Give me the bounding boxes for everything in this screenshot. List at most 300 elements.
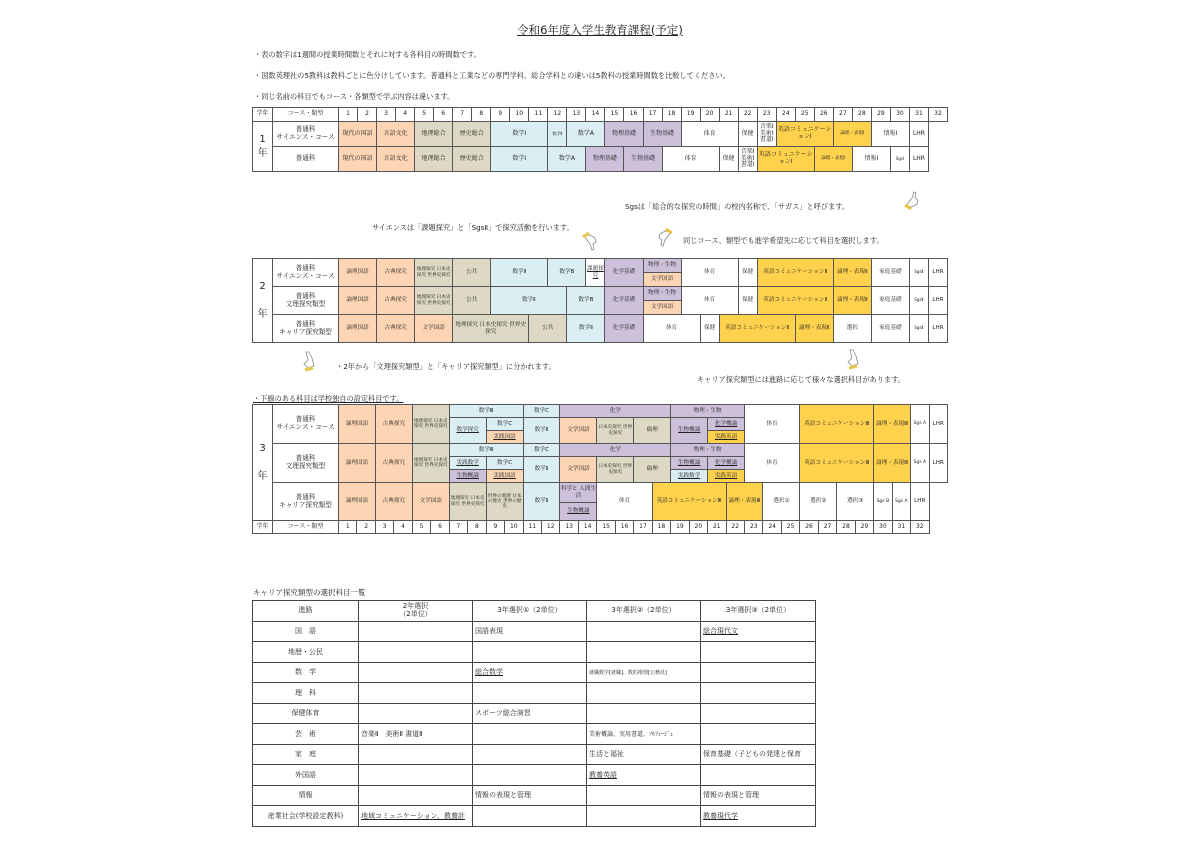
year3-science-row [253,405,948,418]
subject-cell: 論理国語 [339,483,376,521]
elective-cell: 美術概論、実用書道、ｿﾙﾌｪｰｼﾞｭ [587,724,701,745]
subject-cell: 地理探究 日本史探究 世界史探究 [412,405,449,444]
elective-title: キャリア探究類型の選択科目一覧 [253,588,366,597]
subject-cell: LHR [929,444,948,483]
period-number: 7 [453,108,472,122]
period-number: 18 [652,521,670,534]
subject-cell: 選択③ [837,483,874,521]
pointing-hand-icon [298,350,320,372]
period-number: 30 [874,521,892,534]
subject-cell: 選択 [833,315,871,343]
pointing-hand-icon [900,188,922,210]
subject-cell: 音楽Ⅰ 美術Ⅰ 書道Ⅰ [757,122,776,147]
subject-cell: 生物概論 [560,503,597,521]
elective-cell [473,744,587,765]
subject-cell: 文学国語 [412,483,449,521]
subject-cell: 生物基礎 [624,147,662,172]
subject-cell: 古典探究 [377,315,415,343]
elective-cell: 教養現代学 [701,806,816,827]
period-number: 11 [523,521,541,534]
subject-cell: 体育 [744,405,799,444]
year3-bunri-row [253,444,948,457]
subject-cell: 化学基礎 [605,259,643,287]
period-number: 29 [855,521,873,534]
period-number: 24 [776,108,795,122]
subject-cell: 化学 [560,405,671,418]
note-content: ・同じ名前の科目でもコース・各類型で学ぶ内容は違います。 [254,92,455,101]
table-row [253,621,816,642]
elective-header-row [253,601,816,622]
period-number: 4 [394,521,412,534]
subject-cell: 地理探究 日本史探究 世界史探究 [415,287,453,315]
elective-cell: 教養英語 [587,765,701,786]
subject-cell: 選択① [763,483,800,521]
table-row [253,724,816,745]
note-underline: ・下線のある科目は学校独自の設定科目です。 [253,394,404,403]
elective-cell [701,703,816,724]
elective-cell [701,765,816,786]
course-name: 普通科 キャリア探究類型 [273,483,339,521]
subject-cell: 数学A [548,147,586,172]
subject-cell: 生物基礎 [643,122,681,147]
period-number: 11 [529,108,548,122]
period-number: 9 [486,521,504,534]
subject-cell: 地理探究 日本史探究 世界史探究 [453,315,529,343]
table-row [253,662,816,683]
year1-table [252,107,948,172]
period-number: 7 [449,521,467,534]
subject-cell: 論理国語 [339,259,377,287]
table-row [253,703,816,724]
path-cell: 家 庭 [253,744,359,765]
elective-cell [473,765,587,786]
subject-cell: 実践国語 [486,470,523,483]
year2-science-row [253,259,948,273]
elective-cell [473,724,587,745]
period-number: 15 [605,108,624,122]
subject-cell: 物理・生物 [643,259,681,273]
page-title: 令和6年度入学生教育課程(予定) [517,23,683,37]
period-number: 17 [634,521,652,534]
subject-cell: 論理・表現Ⅱ [833,287,871,315]
period-number: 28 [852,108,871,122]
course-name: 普通科 サイエンス・コース [273,259,339,287]
subject-cell: LHR [929,405,948,444]
subject-cell: LHR [928,259,947,287]
subject-cell: 古典探究 [375,444,412,483]
subject-cell: 家庭基礎 [871,287,909,315]
subject-cell: 体育 [643,315,700,343]
subject-cell: 古典探究 [377,287,415,315]
subject-cell: 実践英語 [708,470,745,483]
subject-cell: 化学基礎 [605,287,643,315]
subject-cell: 歴史総合 [453,122,491,147]
period-number: 15 [597,521,615,534]
subject-cell: 数学Ⅲ [449,405,523,418]
subject-cell: 論理国語 [339,405,376,444]
elective-cell: 情報の表現と管理 [473,785,587,806]
period-number: 30 [890,108,909,122]
subject-cell: 数学Ⅱ [548,122,567,147]
subject-cell: 物理・生物 [671,405,745,418]
period-number: 17 [643,108,662,122]
course-name: 普通科 キャリア探究類型 [273,315,339,343]
period-number: 22 [738,108,757,122]
period-number: 32 [928,108,947,122]
period-number: 26 [814,108,833,122]
course-name: 普通科 サイエンス・コース [273,122,339,147]
subject-cell: 保健 [738,287,757,315]
pointing-hand-icon [842,348,864,370]
subject-cell: 家庭基礎 [871,259,909,287]
subject-cell: 古典探究 [375,483,412,521]
period-number: 23 [757,108,776,122]
subject-cell: 体育 [681,287,738,315]
period-number: 31 [892,521,910,534]
period-number: 29 [871,108,890,122]
path-cell: 地歴・公民 [253,642,359,663]
period-number: 14 [586,108,605,122]
elective-cell: 国語表現 [473,621,587,642]
elective-cell [359,683,473,704]
subject-cell: Sgs A [911,444,929,483]
subject-cell: 現代の国語 [339,122,377,147]
period-number: 12 [541,521,559,534]
subject-cell: 物理・生物 [643,287,681,301]
subject-cell: Sgs A [911,405,929,444]
period-number: 19 [681,108,700,122]
subject-cell: 論理・表現Ⅲ [726,483,763,521]
subject-cell: 論理・表現Ⅲ [874,444,911,483]
period-number: 8 [468,521,486,534]
subject-cell: 英語コミュニケーションⅡ [757,287,833,315]
elective-cell [587,785,701,806]
course-name: 普通科 [273,147,339,172]
pointing-hand-icon [578,232,600,254]
period-number: 10 [505,521,523,534]
subject-cell: SgsⅡ [909,259,928,287]
subject-cell: 世界の地理 日本の歴史 世界の歴史 [486,483,523,521]
year3-career-row [253,483,948,503]
period-number: 24 [763,521,781,534]
period-number: 1 [339,108,358,122]
note-science: サイエンスは「課題探究」と「SgsⅡ」で探究活動を行います。 [372,223,574,232]
period-number: 10 [510,108,529,122]
note-sgs: Sgsは「総合的な探究の時間」の校内名称で、「サガス」と呼びます。 [625,202,850,211]
elective-cell [587,642,701,663]
subject-cell: 論理国語 [339,315,377,343]
elective-cell [587,621,701,642]
subject-cell: 体育 [662,147,719,172]
elective-cell [359,785,473,806]
subject-cell: 論理・表現Ⅲ [874,405,911,444]
column-header: 2年選択 （2単位） [359,601,473,622]
subject-cell: 文学国語 [560,418,597,444]
subject-cell: 英語コミュニケーションⅠ [757,147,814,172]
subject-cell: 地理総合 [415,147,453,172]
subject-cell: SgsⅠ [890,147,909,172]
elective-cell: スポーツ総合演習 [473,703,587,724]
subject-cell: 実践英語 [708,431,745,444]
subject-cell: 数学B [548,259,586,287]
subject-cell: 実践数学 [449,457,486,470]
subject-cell: SgsⅡ [909,287,928,315]
year2-bunri-row [253,287,948,301]
path-cell: 外国語 [253,765,359,786]
subject-cell: 数学C [523,405,560,418]
course-header: コース・類型 [273,521,339,534]
course-name: 普通科 文理探究類型 [273,444,339,483]
period-number: 5 [415,108,434,122]
period-number: 6 [431,521,449,534]
subject-cell: LHR [928,315,947,343]
path-cell: 産業社会(学校設定教科) [253,806,359,827]
subject-cell: 保健 [738,259,757,287]
year-label: 2 年 [253,259,273,343]
subject-cell: 化学 [560,444,671,457]
subject-cell: 生物概論 [449,470,486,483]
subject-cell: 文学国語 [560,457,597,483]
subject-cell: 地理探究 日本史探究 世界史探究 [449,483,486,521]
subject-cell: 保健 [738,122,757,147]
period-number: 18 [662,108,681,122]
subject-cell: 英語コミュニケーションⅢ [800,405,874,444]
elective-cell [587,806,701,827]
subject-cell: 地理探究 日本史探究 世界史探究 [412,444,449,483]
column-header: 3年選択①（2単位） [473,601,587,622]
subject-cell: 物理基礎 [586,147,624,172]
subject-cell: 数学Ⅱ [491,287,567,315]
period-number: 9 [491,108,510,122]
subject-cell: 公共 [529,315,567,343]
elective-cell [701,724,816,745]
period-number: 21 [708,521,726,534]
subject-cell: 英語コミュニケーションⅡ [719,315,795,343]
subject-cell: 英語コミュニケーションⅢ [800,444,874,483]
subject-cell: 化学基礎 [605,315,643,343]
year1-science-row [253,122,948,147]
elective-cell [587,683,701,704]
subject-cell: 生物概論 [671,418,708,444]
period-number: 27 [818,521,836,534]
subject-cell: 英語コミュニケーションⅡ [757,259,833,287]
period-number: 22 [726,521,744,534]
subject-cell: 保健 [719,147,738,172]
elective-cell: 情報の表現と管理 [701,785,816,806]
subject-cell: 数学C [486,457,523,470]
period-number: 26 [800,521,818,534]
subject-cell: 文学国語 [415,315,453,343]
column-header: 3年選択②（2単位） [587,601,701,622]
elective-table [252,600,816,827]
subject-cell: 歴史総合 [453,147,491,172]
year2-table [252,258,948,343]
subject-cell: 地理総合 [415,122,453,147]
grade-header: 学年 [253,108,273,122]
subject-cell: 公共 [453,287,491,315]
subject-cell: SgsⅡ [909,315,928,343]
subject-cell: 数学Ⅰ [491,122,548,147]
subject-cell: 課題探究 [586,259,605,287]
elective-cell [701,662,816,683]
subject-cell: 数学Ⅰ [491,147,548,172]
period-footer-row [253,521,948,534]
elective-cell [473,642,587,663]
course-header: コース・類型 [273,108,339,122]
elective-cell [473,683,587,704]
period-header-row [253,108,948,122]
subject-cell: 数学C [486,418,523,431]
subject-cell: 英語コミュニケーションⅠ [776,122,833,147]
path-cell: 数 学 [253,662,359,683]
elective-cell [587,703,701,724]
period-number: 16 [615,521,633,534]
period-number: 21 [719,108,738,122]
subject-cell: 論理・表現Ⅰ [814,147,852,172]
year-label: 1 年 [253,122,273,172]
subject-cell: 倫理 [634,457,671,483]
period-number: 4 [396,108,415,122]
subject-cell: 体育 [681,122,738,147]
year2-career-row [253,315,948,329]
subject-cell: 文学国語 [643,273,681,287]
subject-cell: 言語文化 [377,147,415,172]
subject-cell: 倫理 [634,418,671,444]
subject-cell: 物理基礎 [605,122,643,147]
elective-cell [359,765,473,786]
period-number: 16 [624,108,643,122]
note-hours: ・表の数字は1週間の授業時間数とそれに対する各科目の時間数です。 [254,50,481,59]
subject-cell: 生物概論 [671,457,708,470]
elective-cell [701,683,816,704]
period-number: 8 [472,108,491,122]
subject-cell: 論理・表現Ⅱ [795,315,833,343]
elective-cell [359,621,473,642]
subject-cell: 音楽Ⅰ 美術Ⅰ 書道Ⅰ [738,147,757,172]
period-number: 13 [560,521,578,534]
subject-cell: 文学国語 [643,301,681,315]
note-career: キャリア探究類型には進路に応じて様々な選択科目があります。 [697,375,905,384]
column-header: 進路 [253,601,359,622]
subject-cell: 論理・表現Ⅱ [833,259,871,287]
subject-cell: 数学Ⅱ [491,259,548,287]
subject-cell: 数学Ⅱ [567,315,605,343]
subject-cell: 体育 [597,483,652,521]
path-cell: 理 科 [253,683,359,704]
subject-cell: 実践国語 [486,431,523,444]
subject-cell: LHR [928,287,947,315]
subject-cell: 数学Ⅱ [523,483,560,521]
subject-cell: 体育 [681,259,738,287]
elective-cell [359,662,473,683]
period-number: 2 [358,108,377,122]
period-number: 20 [700,108,719,122]
table-row [253,642,816,663]
path-cell: 保健体育 [253,703,359,724]
elective-cell [359,744,473,765]
period-number: 31 [909,108,928,122]
elective-cell [473,806,587,827]
course-name: 普通科 サイエンス・コース [273,405,339,444]
subject-cell: 家庭基礎 [871,315,909,343]
period-number: 27 [833,108,852,122]
subject-cell: 論理国語 [339,287,377,315]
period-number: 28 [837,521,855,534]
elective-cell: 保育基礎（子どもの発達と保育 [701,744,816,765]
elective-cell: 総合数学 [473,662,587,683]
subject-cell: 化学概論 [708,418,745,431]
subject-cell: 現代の国語 [339,147,377,172]
table-row [253,744,816,765]
period-number: 1 [339,521,357,534]
year-label: 3 年 [253,405,273,521]
subject-cell: 数学Ⅲ [449,444,523,457]
subject-cell: 選択② [800,483,837,521]
elective-cell: 総合現代文 [701,621,816,642]
elective-cell: 生活と福祉 [587,744,701,765]
period-number: 5 [412,521,430,534]
subject-cell: 数学探究 [449,418,486,444]
subject-cell: Sgs A [892,483,910,521]
subject-cell: 情報Ⅰ [871,122,909,147]
subject-cell: LHR [911,483,929,521]
year1-general-row [253,147,948,172]
subject-cell: LHR [909,147,928,172]
period-number: 3 [375,521,393,534]
path-cell: 芸 術 [253,724,359,745]
pointing-hand-icon [655,228,677,250]
elective-cell [701,642,816,663]
subject-cell: 数学Ⅱ [523,418,560,444]
period-number: 6 [434,108,453,122]
elective-cell [359,642,473,663]
path-cell: 情報 [253,785,359,806]
period-number: 2 [357,521,375,534]
subject-cell: 数学C [523,444,560,457]
subject-cell: 地理探究 日本史探究 世界史探究 [415,259,453,287]
period-number: 23 [744,521,762,534]
subject-cell: 科学と 人間生活 [560,483,597,503]
subject-cell: 日本史探究 世界史探究 [597,418,634,444]
period-number: 19 [671,521,689,534]
subject-cell: 体育 [744,444,799,483]
subject-cell: LHR [909,122,928,147]
subject-cell: 古典探究 [377,259,415,287]
note-split: ・2年から「文理探究類型」と「キャリア探究類型」に分かれます。 [336,362,556,371]
period-number: 13 [567,108,586,122]
period-number: 12 [548,108,567,122]
subject-cell: 数学Ⅱ [523,457,560,483]
elective-cell [359,703,473,724]
year3-table [252,404,948,534]
subject-cell: 数学A [567,122,605,147]
subject-cell: 公共 [453,259,491,287]
note-same-course: 同じコース、類型でも進学希望先に応じて科目を選択します。 [683,236,884,245]
course-name: 普通科 文理探究類型 [273,287,339,315]
period-number: 25 [795,108,814,122]
elective-cell: 就職数学[就職]、数的推理[公務員] [587,662,701,683]
column-header: 3年選択③（2単位） [701,601,816,622]
period-number: 25 [781,521,799,534]
subject-cell: Sgs B [874,483,892,521]
subject-cell: 論理国語 [339,444,376,483]
elective-cell: 地域コミュニケーション、教養計 [359,806,473,827]
subject-cell: 保健 [700,315,719,343]
elective-cell: 音楽Ⅱ 美術Ⅱ 書道Ⅱ [359,724,473,745]
subject-cell: 日本史探究 世界史探究 [597,457,634,483]
subject-cell: 化学概論 [708,457,745,470]
table-row [253,765,816,786]
